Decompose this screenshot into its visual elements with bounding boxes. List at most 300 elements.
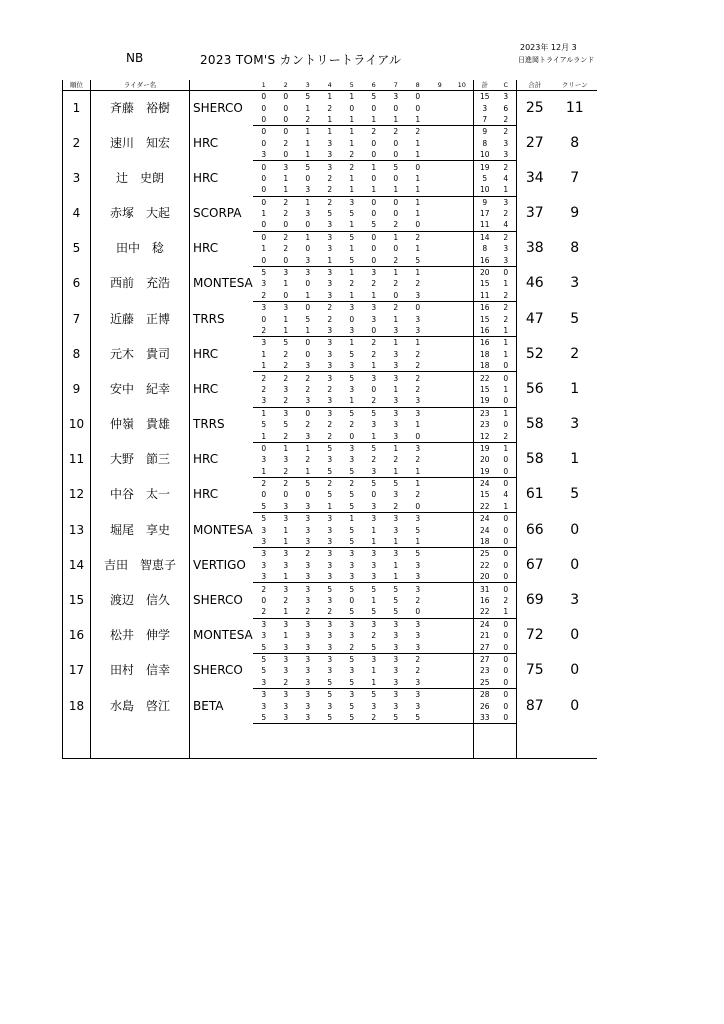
section-score: 1: [283, 173, 289, 183]
rider-team: HRC: [190, 161, 253, 196]
section-score: [429, 313, 451, 324]
lap-clean-count: 1: [496, 384, 517, 395]
section-score: 1: [305, 103, 311, 113]
section-score: 2: [385, 501, 407, 513]
section-score: [451, 536, 474, 548]
section-score: 3: [393, 654, 399, 664]
empty-cell: [516, 724, 553, 759]
section-score: 5: [305, 479, 311, 489]
section-score: 3: [283, 268, 289, 278]
section-score: 2: [349, 162, 355, 172]
section-score: 2: [415, 455, 421, 465]
section-score: 0: [305, 338, 311, 348]
section-score: 1: [253, 430, 275, 442]
lap-clean-count: 2: [496, 208, 517, 219]
lap-sum: 19: [473, 442, 496, 454]
section-score: 3: [349, 560, 355, 570]
section-score: 5: [319, 712, 341, 724]
section-score: [429, 571, 451, 583]
section-score: [451, 126, 474, 138]
rider-lap-row: [63, 477, 597, 489]
section-score: [451, 254, 474, 266]
section-score: 5: [341, 254, 363, 266]
section-score: [429, 302, 451, 314]
section-score: [451, 583, 474, 595]
section-score: [429, 138, 451, 149]
section-score: 3: [415, 690, 421, 700]
section-score: 0: [305, 349, 311, 359]
section-score: 3: [371, 373, 377, 383]
section-score: 3: [327, 631, 333, 641]
section-score: 2: [283, 138, 289, 148]
section-header-4: 4: [319, 80, 341, 91]
section-score: 2: [371, 127, 377, 137]
rider-name: 松井 伸学: [91, 618, 190, 653]
section-score: 5: [341, 501, 363, 513]
section-score: 0: [305, 408, 311, 418]
lap-clean-count: 0: [496, 466, 517, 478]
section-score: 0: [261, 173, 267, 183]
section-score: 1: [415, 173, 421, 183]
lap-sum: 27: [473, 653, 496, 665]
section-score: 3: [327, 666, 333, 676]
section-score: 1: [341, 219, 363, 231]
section-score: 3: [371, 560, 377, 570]
section-header-1: 1: [253, 80, 275, 91]
section-score: [451, 91, 474, 103]
lap-clean-count: 0: [496, 677, 517, 689]
section-score: [429, 595, 451, 606]
section-score: [429, 208, 451, 219]
section-score: 3: [305, 619, 311, 629]
section-score: 1: [393, 443, 399, 453]
section-score: [429, 266, 451, 278]
section-score: [429, 114, 451, 126]
section-score: 0: [253, 184, 275, 196]
section-score: 5: [305, 92, 311, 102]
section-score: 3: [283, 701, 289, 711]
section-score: 0: [261, 162, 267, 172]
lap-clean-count: 3: [496, 196, 517, 208]
section-score: 3: [319, 536, 341, 548]
lap-clean-count: 1: [496, 501, 517, 513]
section-score: 2: [283, 479, 289, 489]
section-score: 5: [349, 654, 355, 664]
section-score: 2: [415, 595, 421, 605]
section-score: 3: [261, 303, 267, 313]
section-score: 2: [415, 490, 421, 500]
section-score: 1: [297, 290, 319, 302]
section-score: 1: [415, 197, 421, 207]
section-score: 2: [363, 712, 385, 724]
section-score: 1: [319, 114, 341, 126]
lap-sum: 3: [473, 102, 496, 113]
lap-sum: 9: [473, 126, 496, 138]
lap-clean-count: 2: [496, 231, 517, 243]
lap-sum: 15: [473, 384, 496, 395]
rider-name: 元木 貴司: [91, 337, 190, 372]
section-score: 0: [297, 219, 319, 231]
section-score: [451, 501, 474, 513]
lap-clean-count: 0: [496, 360, 517, 372]
section-score: [429, 430, 451, 442]
section-score: [429, 618, 451, 630]
section-score: 1: [275, 571, 297, 583]
section-score: 3: [283, 514, 289, 524]
rider-total: 56: [525, 380, 544, 397]
lap-sum: 22: [473, 501, 496, 513]
section-score: [451, 513, 474, 525]
section-score: 0: [415, 92, 421, 102]
section-score: 3: [261, 525, 267, 535]
section-score: [451, 302, 474, 314]
section-score: 5: [305, 314, 311, 324]
section-score: 3: [283, 619, 289, 629]
section-score: 3: [261, 338, 267, 348]
section-score: 3: [393, 373, 399, 383]
section-score: 3: [283, 162, 289, 172]
lap-clean-count: 0: [496, 395, 517, 407]
section-score: 5: [341, 536, 363, 548]
section-score: 1: [393, 384, 399, 394]
results-table: [62, 80, 597, 759]
section-score: [429, 231, 451, 243]
section-score: 1: [363, 360, 385, 372]
rider-lap-row: [63, 91, 597, 103]
section-score: 3: [305, 690, 311, 700]
section-score: [429, 653, 451, 665]
section-score: 5: [327, 690, 333, 700]
section-score: 3: [297, 184, 319, 196]
section-score: 3: [253, 395, 275, 407]
lap-clean-count: 2: [496, 302, 517, 314]
section-score: 2: [327, 303, 333, 313]
section-score: 0: [415, 162, 421, 172]
section-score: 2: [305, 455, 311, 465]
section-score: 3: [371, 303, 377, 313]
rider-clean: 5: [570, 486, 580, 503]
lap-sum: 23: [473, 665, 496, 676]
section-score: 5: [261, 666, 267, 676]
section-score: 3: [319, 641, 341, 653]
section-score: [451, 161, 474, 173]
section-score: 2: [319, 606, 341, 618]
section-score: 3: [319, 219, 341, 231]
rider-rank: 5: [63, 231, 91, 266]
rider-team: HRC: [190, 126, 253, 161]
lap-clean-count: 0: [496, 513, 517, 525]
section-score: [429, 337, 451, 349]
section-score: 2: [283, 244, 289, 254]
section-score: 3: [327, 338, 333, 348]
section-score: 1: [305, 197, 311, 207]
rider-team: SHERCO: [190, 91, 253, 126]
section-score: [429, 630, 451, 641]
section-score: 0: [393, 209, 399, 219]
section-score: 0: [261, 443, 267, 453]
section-score: 1: [275, 325, 297, 337]
section-score: 1: [407, 184, 429, 196]
section-score: 5: [385, 606, 407, 618]
section-score: 1: [371, 595, 377, 605]
section-score: 5: [327, 584, 333, 594]
section-score: 0: [305, 279, 311, 289]
lap-sum: 15: [473, 278, 496, 289]
section-score: 3: [393, 690, 399, 700]
section-score: 1: [363, 290, 385, 302]
rider-total: 75: [525, 662, 544, 679]
lap-clean-count: 0: [496, 688, 517, 700]
section-score: 1: [363, 536, 385, 548]
rider-rank: 6: [63, 266, 91, 301]
section-score: 1: [385, 184, 407, 196]
section-score: 0: [393, 173, 399, 183]
rider-team: MONTESA: [190, 618, 253, 653]
section-score: 5: [261, 654, 267, 664]
section-score: [429, 349, 451, 360]
lap-sum: 16: [473, 302, 496, 314]
section-score: 1: [253, 466, 275, 478]
clean-count-header: C: [496, 80, 517, 91]
section-score: [451, 524, 474, 535]
lap-clean-count: 0: [496, 548, 517, 560]
rider-clean: 8: [570, 240, 580, 257]
rider-team: HRC: [190, 442, 253, 477]
section-score: [429, 536, 451, 548]
section-score: 3: [371, 701, 377, 711]
section-score: 3: [305, 631, 311, 641]
section-score: 3: [393, 549, 399, 559]
lap-sum: 15: [473, 91, 496, 103]
section-score: 0: [407, 501, 429, 513]
section-score: 1: [407, 536, 429, 548]
section-score: 5: [319, 677, 341, 689]
section-score: 0: [261, 92, 267, 102]
class-label: NB: [126, 51, 144, 65]
section-score: 3: [363, 571, 385, 583]
rider-clean: 11: [565, 99, 584, 116]
rider-team: TRRS: [190, 302, 253, 337]
empty-cell: [319, 724, 341, 759]
section-score: 0: [275, 290, 297, 302]
section-header-5: 5: [341, 80, 363, 91]
empty-cell: [385, 724, 407, 759]
section-score: 3: [327, 279, 333, 289]
section-score: 1: [385, 536, 407, 548]
section-score: 3: [349, 690, 355, 700]
lap-clean-count: 2: [496, 290, 517, 302]
section-score: 2: [283, 232, 289, 242]
section-score: 5: [261, 514, 267, 524]
lap-sum: 24: [473, 477, 496, 489]
rider-clean: 1: [570, 380, 580, 397]
section-score: [451, 149, 474, 161]
section-score: 3: [341, 325, 363, 337]
lap-sum: 11: [473, 219, 496, 231]
rider-rank: 12: [63, 477, 91, 512]
lap-clean-count: 2: [496, 126, 517, 138]
lap-sum: 16: [473, 337, 496, 349]
rider-team: HRC: [190, 372, 253, 407]
lap-clean-count: 1: [496, 337, 517, 349]
lap-clean-count: 0: [496, 665, 517, 676]
section-score: [451, 665, 474, 676]
section-score: 1: [297, 149, 319, 161]
section-score: 2: [283, 209, 289, 219]
section-score: 3: [327, 654, 333, 664]
lap-clean-count: 0: [496, 372, 517, 384]
section-score: [451, 560, 474, 571]
section-score: [451, 102, 474, 113]
section-score: [429, 513, 451, 525]
section-score: [429, 489, 451, 500]
lap-clean-count: 3: [496, 243, 517, 254]
lap-sum: 23: [473, 419, 496, 430]
lap-clean-count: 1: [496, 278, 517, 289]
lap-sum: 5: [473, 173, 496, 184]
lap-clean-count: 3: [496, 254, 517, 266]
section-score: 1: [415, 420, 421, 430]
section-score: [451, 231, 474, 243]
rider-total: 72: [525, 627, 544, 644]
lap-clean-count: 1: [496, 442, 517, 454]
section-score: 0: [407, 430, 429, 442]
clean-header: クリーン: [553, 80, 597, 91]
section-score: 2: [253, 325, 275, 337]
section-score: 3: [327, 162, 333, 172]
rider-team: HRC: [190, 231, 253, 266]
section-score: 0: [283, 490, 289, 500]
empty-cell: [451, 724, 474, 759]
section-score: 5: [349, 408, 355, 418]
lap-clean-count: 1: [496, 606, 517, 618]
rider-total: 67: [525, 556, 544, 573]
section-score: 0: [385, 149, 407, 161]
section-score: [429, 149, 451, 161]
section-score: [429, 501, 451, 513]
section-score: 2: [327, 420, 333, 430]
section-score: [451, 184, 474, 196]
lap-sum: 24: [473, 618, 496, 630]
lap-sum: 16: [473, 325, 496, 337]
section-score: [429, 384, 451, 395]
rider-clean: 0: [570, 697, 580, 714]
rider-team: TRRS: [190, 407, 253, 442]
section-score: 2: [341, 641, 363, 653]
rider-total: 38: [525, 240, 544, 257]
rider-rank: 13: [63, 513, 91, 548]
section-score: 1: [407, 149, 429, 161]
lap-sum: 21: [473, 630, 496, 641]
section-score: 1: [407, 466, 429, 478]
section-score: [429, 712, 451, 724]
section-score: 1: [283, 279, 289, 289]
section-score: 3: [393, 514, 399, 524]
section-score: [451, 208, 474, 219]
section-score: 2: [415, 666, 421, 676]
section-score: 3: [261, 701, 267, 711]
section-score: 0: [275, 114, 297, 126]
rider-total: 69: [525, 591, 544, 608]
section-header-3: 3: [297, 80, 319, 91]
section-score: 1: [261, 349, 267, 359]
empty-cell: [275, 724, 297, 759]
lap-sum: 10: [473, 184, 496, 196]
section-score: 0: [371, 197, 377, 207]
rider-rank: 10: [63, 407, 91, 442]
section-score: [451, 325, 474, 337]
rider-rank: 16: [63, 618, 91, 653]
lap-clean-count: 3: [496, 91, 517, 103]
rider-lap-row: [63, 688, 597, 700]
section-score: 3: [393, 631, 399, 641]
section-score: 0: [393, 138, 399, 148]
section-score: 2: [349, 279, 355, 289]
section-score: 3: [275, 501, 297, 513]
section-score: [451, 466, 474, 478]
section-score: 3: [371, 314, 377, 324]
empty-cell: [341, 724, 363, 759]
lap-sum: 12: [473, 430, 496, 442]
section-score: 1: [393, 268, 399, 278]
section-score: [451, 712, 474, 724]
rider-name: 近藤 正博: [91, 302, 190, 337]
section-score: 1: [363, 430, 385, 442]
section-score: 1: [253, 360, 275, 372]
section-score: 5: [371, 584, 377, 594]
section-score: 0: [415, 303, 421, 313]
rider-total: 66: [525, 521, 544, 538]
section-score: 1: [349, 244, 355, 254]
section-score: [429, 196, 451, 208]
lap-sum: 25: [473, 548, 496, 560]
section-score: 3: [275, 712, 297, 724]
section-score: 3: [305, 525, 311, 535]
section-score: 3: [415, 701, 421, 711]
section-score: 3: [275, 641, 297, 653]
section-score: 2: [363, 395, 385, 407]
section-score: 3: [283, 560, 289, 570]
section-score: 3: [305, 654, 311, 664]
section-score: 1: [385, 466, 407, 478]
section-score: [451, 360, 474, 372]
rider-rank: 18: [63, 688, 91, 723]
section-score: 3: [253, 536, 275, 548]
section-score: 2: [283, 197, 289, 207]
section-score: [429, 290, 451, 302]
section-score: 5: [407, 712, 429, 724]
section-score: 1: [283, 314, 289, 324]
section-score: 5: [393, 584, 399, 594]
section-score: 1: [415, 244, 421, 254]
rider-name: 速川 知宏: [91, 126, 190, 161]
section-score: [451, 454, 474, 465]
section-score: 0: [261, 138, 267, 148]
section-score: 3: [341, 360, 363, 372]
rider-name: 渡辺 信久: [91, 583, 190, 618]
section-score: [429, 700, 451, 711]
lap-clean-count: 3: [496, 149, 517, 161]
section-score: 5: [349, 349, 355, 359]
section-score: 0: [341, 430, 363, 442]
section-score: 2: [415, 349, 421, 359]
section-score: 2: [305, 384, 311, 394]
rider-name: 赤塚 大起: [91, 196, 190, 231]
section-score: 0: [349, 595, 355, 605]
section-score: 2: [393, 303, 399, 313]
section-score: 0: [393, 197, 399, 207]
section-score: 5: [341, 466, 363, 478]
